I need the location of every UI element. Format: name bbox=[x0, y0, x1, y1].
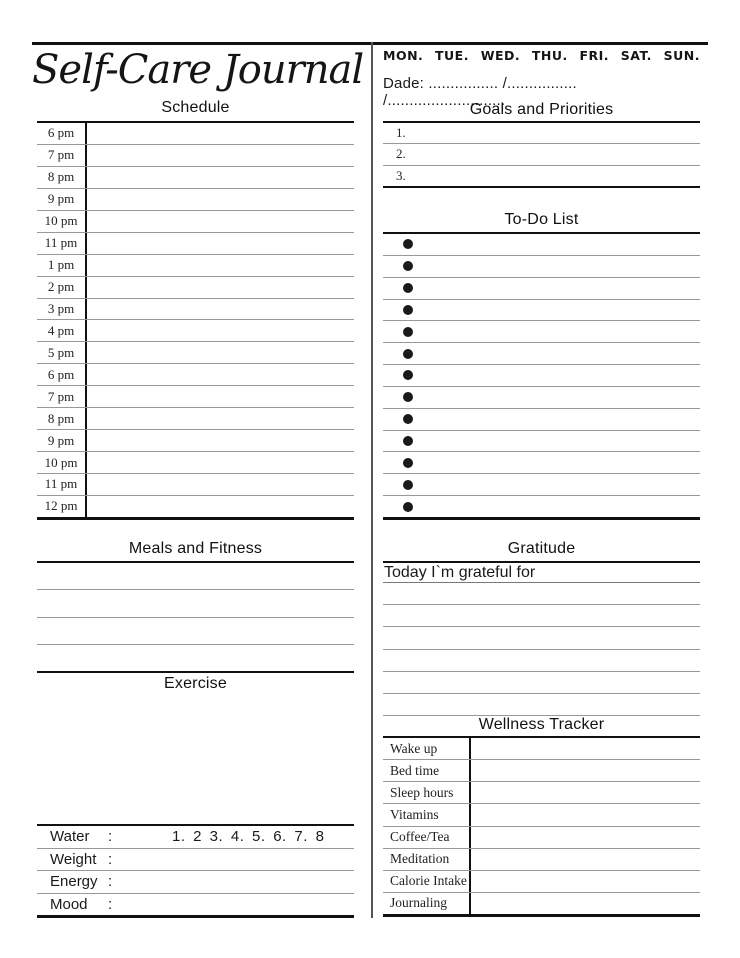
schedule-entry-cell bbox=[87, 167, 354, 188]
wellness-entry-cell bbox=[471, 871, 700, 892]
wellness-row bbox=[383, 893, 700, 914]
schedule-time-label: 10 pm bbox=[37, 452, 87, 473]
bullet-icon bbox=[403, 414, 413, 424]
vitals-row bbox=[37, 849, 354, 872]
bullet-icon bbox=[403, 370, 413, 380]
wellness-metric-label: Wake up bbox=[383, 738, 471, 759]
gratitude-line-row bbox=[383, 694, 700, 716]
schedule-entry-cell bbox=[87, 145, 354, 166]
schedule-entry-cell bbox=[87, 189, 354, 210]
wellness-metric-label: Coffee/Tea bbox=[383, 827, 471, 848]
meals-line-row bbox=[37, 563, 354, 590]
schedule-entry-cell bbox=[87, 277, 354, 298]
wellness-row bbox=[383, 827, 700, 849]
schedule-entry-cell bbox=[87, 386, 354, 407]
gratitude-lines bbox=[383, 583, 700, 716]
schedule-row bbox=[37, 255, 354, 277]
goals-row bbox=[383, 166, 700, 186]
schedule-row bbox=[37, 167, 354, 189]
vitals-row bbox=[37, 826, 354, 849]
schedule-row bbox=[37, 299, 354, 321]
todo-row bbox=[383, 234, 700, 256]
bullet-icon bbox=[403, 261, 413, 271]
todo-row bbox=[383, 278, 700, 300]
schedule-time-label: 2 pm bbox=[37, 277, 87, 298]
bullet-icon bbox=[403, 480, 413, 490]
schedule-entry-cell bbox=[87, 255, 354, 276]
meals-line-row bbox=[37, 645, 354, 671]
gratitude-line-row bbox=[383, 627, 700, 649]
goals-number: 1. bbox=[396, 125, 406, 141]
vitals-label: Weight bbox=[50, 850, 97, 868]
todo-row bbox=[383, 343, 700, 365]
wellness-metric-label: Sleep hours bbox=[383, 782, 471, 803]
meals-lines bbox=[37, 561, 354, 673]
wellness-metric-label: Calorie Intake bbox=[383, 871, 471, 892]
schedule-time-label: 5 pm bbox=[37, 342, 87, 363]
wellness-entry-cell bbox=[471, 804, 700, 825]
wellness-metric-label: Journaling bbox=[383, 893, 471, 914]
vitals-colon: : bbox=[108, 850, 113, 868]
meals-line-row bbox=[37, 590, 354, 617]
schedule-row bbox=[37, 364, 354, 386]
weekday-label: WED. bbox=[480, 48, 521, 63]
schedule-table bbox=[37, 121, 354, 520]
todo-row bbox=[383, 496, 700, 517]
goals-table bbox=[383, 121, 700, 188]
bullet-icon bbox=[403, 283, 413, 293]
wellness-entry-cell bbox=[471, 782, 700, 803]
schedule-entry-cell bbox=[87, 233, 354, 254]
schedule-row bbox=[37, 211, 354, 233]
vitals-colon: : bbox=[108, 828, 113, 846]
todo-row bbox=[383, 452, 700, 474]
vitals-table bbox=[37, 824, 354, 918]
schedule-row bbox=[37, 474, 354, 496]
bullet-icon bbox=[403, 458, 413, 468]
wellness-row bbox=[383, 871, 700, 893]
goals-row bbox=[383, 144, 700, 165]
todo-row bbox=[383, 387, 700, 409]
schedule-time-label: 1 pm bbox=[37, 255, 87, 276]
weekday-strip bbox=[383, 48, 700, 63]
bullet-icon bbox=[403, 502, 413, 512]
schedule-time-label: 3 pm bbox=[37, 299, 87, 320]
schedule-time-label: 7 pm bbox=[37, 386, 87, 407]
schedule-row bbox=[37, 233, 354, 255]
schedule-row bbox=[37, 386, 354, 408]
vitals-colon: : bbox=[108, 895, 113, 913]
gratitude-line-row bbox=[383, 672, 700, 694]
schedule-time-label: 8 pm bbox=[37, 167, 87, 188]
gratitude-block bbox=[383, 561, 700, 716]
goals-number: 3. bbox=[396, 167, 406, 183]
schedule-entry-cell bbox=[87, 299, 354, 320]
wellness-entry-cell bbox=[471, 827, 700, 848]
goals-number: 2. bbox=[396, 146, 406, 162]
schedule-row bbox=[37, 145, 354, 167]
weekday-label: SUN. bbox=[663, 48, 700, 63]
schedule-row bbox=[37, 430, 354, 452]
date-line: Dade: ................ /................ /........................... bbox=[383, 75, 577, 109]
schedule-entry-cell bbox=[87, 211, 354, 232]
bullet-icon bbox=[403, 392, 413, 402]
gratitude-heading: Gratitude bbox=[507, 540, 576, 557]
weekday-label: THU. bbox=[531, 48, 568, 63]
exercise-heading: Exercise bbox=[164, 675, 227, 692]
schedule-time-label: 8 pm bbox=[37, 408, 87, 429]
todo-row bbox=[383, 256, 700, 278]
schedule-entry-cell bbox=[87, 474, 354, 495]
gratitude-line-row bbox=[383, 650, 700, 672]
schedule-row bbox=[37, 496, 354, 517]
schedule-heading: Schedule bbox=[161, 99, 230, 116]
bullet-icon bbox=[403, 305, 413, 315]
bullet-icon bbox=[403, 436, 413, 446]
wellness-table bbox=[383, 736, 700, 917]
gratitude-prompt: Today I`m grateful for bbox=[383, 563, 700, 583]
todo-row bbox=[383, 365, 700, 387]
schedule-row bbox=[37, 277, 354, 299]
schedule-entry-cell bbox=[87, 364, 354, 385]
schedule-time-label: 11 pm bbox=[37, 474, 87, 495]
schedule-entry-cell bbox=[87, 408, 354, 429]
wellness-entry-cell bbox=[471, 760, 700, 781]
meals-line-row bbox=[37, 618, 354, 645]
weekday-label: TUE. bbox=[435, 48, 469, 63]
vitals-label: Water bbox=[50, 828, 90, 846]
schedule-entry-cell bbox=[87, 342, 354, 363]
todo-row bbox=[383, 409, 700, 431]
page-title: Self-Care Journal bbox=[32, 47, 364, 93]
schedule-entry-cell bbox=[87, 452, 354, 473]
schedule-time-label: 6 pm bbox=[37, 364, 87, 385]
todo-heading: To-Do List bbox=[504, 211, 579, 228]
schedule-row bbox=[37, 320, 354, 342]
meals-heading: Meals and Fitness bbox=[128, 540, 263, 557]
wellness-row bbox=[383, 738, 700, 760]
column-divider-rule bbox=[371, 42, 373, 918]
schedule-time-label: 7 pm bbox=[37, 145, 87, 166]
todo-row bbox=[383, 300, 700, 322]
bullet-icon bbox=[403, 349, 413, 359]
schedule-time-label: 9 pm bbox=[37, 430, 87, 451]
weekday-label: MON. bbox=[383, 48, 424, 63]
schedule-time-label: 6 pm bbox=[37, 123, 87, 144]
todo-row bbox=[383, 321, 700, 343]
vitals-values: 1. 2 3. 4. 5. 6. 7. 8 bbox=[172, 828, 325, 846]
wellness-entry-cell bbox=[471, 738, 700, 759]
vitals-row bbox=[37, 894, 354, 916]
schedule-row bbox=[37, 123, 354, 145]
schedule-entry-cell bbox=[87, 496, 354, 517]
wellness-row bbox=[383, 760, 700, 782]
schedule-row bbox=[37, 452, 354, 474]
wellness-row bbox=[383, 782, 700, 804]
schedule-row bbox=[37, 189, 354, 211]
bullet-icon bbox=[403, 327, 413, 337]
schedule-time-label: 10 pm bbox=[37, 211, 87, 232]
schedule-row bbox=[37, 408, 354, 430]
wellness-entry-cell bbox=[471, 849, 700, 870]
schedule-time-label: 12 pm bbox=[37, 496, 87, 517]
weekday-label: SAT. bbox=[620, 48, 652, 63]
wellness-metric-label: Meditation bbox=[383, 849, 471, 870]
schedule-time-label: 9 pm bbox=[37, 189, 87, 210]
todo-table bbox=[383, 232, 700, 520]
wellness-heading: Wellness Tracker bbox=[478, 716, 605, 733]
gratitude-line-row bbox=[383, 605, 700, 627]
schedule-row bbox=[37, 342, 354, 364]
schedule-entry-cell bbox=[87, 123, 354, 144]
wellness-entry-cell bbox=[471, 893, 700, 914]
gratitude-line-row bbox=[383, 583, 700, 605]
vitals-colon: : bbox=[108, 873, 113, 891]
wellness-row bbox=[383, 804, 700, 826]
todo-row bbox=[383, 474, 700, 496]
vitals-label: Mood bbox=[50, 895, 88, 913]
weekday-label: FRI. bbox=[579, 48, 610, 63]
goals-row bbox=[383, 123, 700, 144]
wellness-metric-label: Vitamins bbox=[383, 804, 471, 825]
wellness-row bbox=[383, 849, 700, 871]
schedule-time-label: 11 pm bbox=[37, 233, 87, 254]
schedule-time-label: 4 pm bbox=[37, 320, 87, 341]
bullet-icon bbox=[403, 239, 413, 249]
vitals-row bbox=[37, 871, 354, 894]
schedule-entry-cell bbox=[87, 320, 354, 341]
vitals-label: Energy bbox=[50, 873, 98, 891]
goals-heading: Goals and Priorities bbox=[469, 101, 614, 118]
wellness-metric-label: Bed time bbox=[383, 760, 471, 781]
schedule-entry-cell bbox=[87, 430, 354, 451]
todo-row bbox=[383, 431, 700, 453]
